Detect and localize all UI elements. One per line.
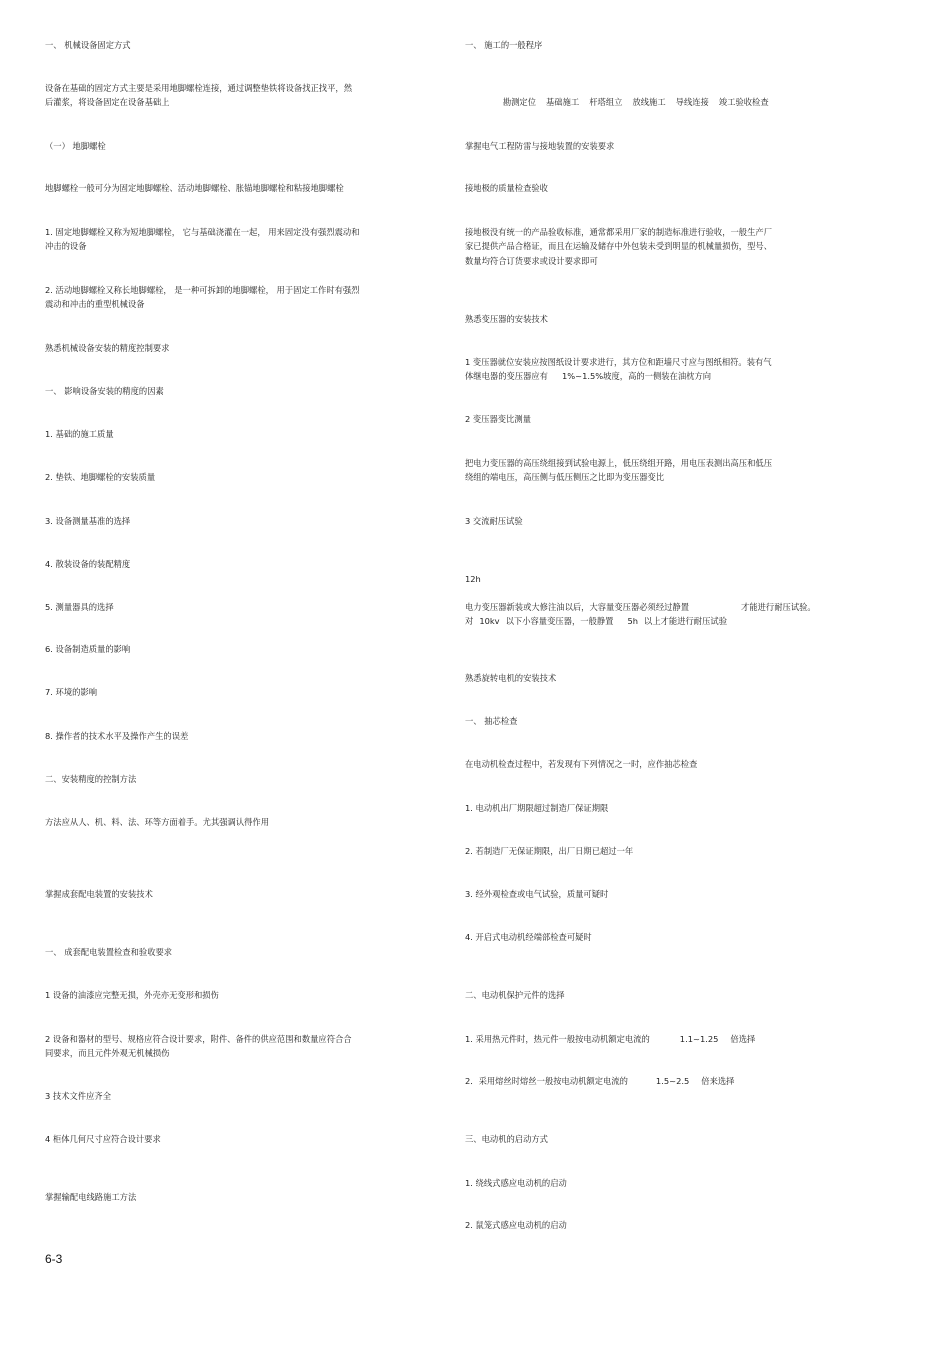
- list-item: 6. 设备制造质量的影响: [45, 644, 131, 654]
- list-item: 4 柜体几何尺寸应符合设计要求: [45, 1134, 161, 1144]
- paragraph-line: 冲击的设备: [45, 241, 87, 251]
- subsection-heading: 3 交流耐压试验: [465, 516, 523, 526]
- text-run: 体继电器的变压器应有: [465, 371, 548, 381]
- procedure-step: 放线施工: [632, 97, 666, 107]
- list-item: 4. 散装设备的装配精度: [45, 559, 131, 569]
- list-item: 1. 基础的施工质量: [45, 429, 114, 439]
- section-heading: 接地极的质量检查验收: [465, 183, 548, 193]
- paragraph-line: 数量均符合订货要求或设计要求即可: [465, 256, 598, 266]
- list-item: 7. 环境的影响: [45, 687, 98, 697]
- text-run: 10kv: [479, 616, 500, 626]
- list-item: 4. 开启式电动机经端部检查可疑时: [465, 932, 592, 942]
- section-heading: 一、 成套配电装置检查和验收要求: [45, 947, 173, 957]
- text-run: 1%~1.5%坡度，高的一侧装在油枕方向: [561, 371, 712, 381]
- list-item: 1. 绕线式感应电动机的启动: [465, 1178, 567, 1188]
- section-heading: 掌握成套配电装置的安装技术: [45, 889, 153, 899]
- list-item: 1 设备的油漆应完整无损，外壳亦无变形和损伤: [45, 990, 219, 1000]
- paragraph-line: 后灌浆，将设备固定在设备基础上: [45, 97, 170, 107]
- paragraph-line: 在电动机检查过程中，若发现有下列情况之一时，应作抽芯检查: [465, 759, 698, 769]
- list-item: [465, 1074, 734, 1088]
- list-item: 2. 若制造厂无保证期限，出厂日期已超过一年: [465, 846, 634, 856]
- text-run: 以上才能进行耐压试验: [644, 616, 727, 626]
- paragraph-line: 2. 活动地脚螺栓又称长地脚螺栓， 是一种可拆卸的地脚螺栓， 用于固定工作时有强烈: [45, 285, 360, 295]
- paragraph-line: 震动和冲击的重型机械设备: [45, 299, 145, 309]
- paragraph-line: [465, 614, 727, 628]
- section-heading: 掌握电气工程防雷与接地装置的安装要求: [465, 141, 615, 151]
- section-heading: 一、 机械设备固定方式: [45, 40, 131, 50]
- section-heading: 二、安装精度的控制方法: [45, 774, 137, 784]
- text-run: 2．采用熔丝时熔丝一般按电动机额定电流的: [465, 1076, 628, 1086]
- section-heading: 一、 施工的一般程序: [465, 40, 543, 50]
- list-item: 2. 垫铁、地脚螺栓的安装质量: [45, 472, 156, 482]
- list-item: 2. 鼠笼式感应电动机的启动: [465, 1220, 567, 1230]
- section-heading: 熟悉机械设备安装的精度控制要求: [45, 343, 170, 353]
- procedure-step: 基础施工: [546, 97, 580, 107]
- procedure-step: 勘测定位: [502, 97, 537, 107]
- section-heading: 三、电动机的启动方式: [465, 1134, 548, 1144]
- list-item: 5. 测量器具的选择: [45, 602, 114, 612]
- list-item: 8. 操作者的技术水平及操作产生的误差: [45, 731, 189, 741]
- procedure-step: 竣工验收检查: [718, 97, 769, 107]
- text-run: 才能进行耐压试验。: [741, 602, 816, 612]
- text-run: 1. 采用热元件时，热元件一般按电动机额定电流的: [465, 1034, 650, 1044]
- paragraph-line: 设备在基础的固定方式主要是采用地脚螺栓连接，通过调整垫铁将设备找正找平，然: [45, 83, 352, 93]
- text-run: 对: [465, 616, 474, 626]
- text-run: 以下小容量变压器，一般静置: [505, 616, 614, 626]
- paragraph-line: 家已提供产品合格证，而且在运输及储存中外包装未受到明显的机械量损伤，型号、: [465, 241, 772, 251]
- list-item: [465, 1032, 755, 1046]
- text-run: 5h: [627, 616, 639, 626]
- section-heading: 一、 抽芯检查: [465, 716, 518, 726]
- text-run: 倍选择: [730, 1034, 756, 1044]
- paragraph-line: 绕组的端电压，高压侧与低压侧压之比即为变压器变比: [465, 472, 665, 482]
- procedure-steps: [487, 81, 769, 123]
- paragraph-line: 1 变压器就位安装应按图纸设计要求进行，其方位和距墙尺寸应与图纸相符。装有气: [465, 357, 772, 367]
- list-item: 3. 经外观检查或电气试验，质量可疑时: [465, 889, 609, 899]
- section-heading: 二、电动机保护元件的选择: [465, 990, 565, 1000]
- list-item: 3. 设备测量基准的选择: [45, 516, 131, 526]
- paragraph-line: 把电力变压器的高压绕组接到试验电源上，低压绕组开路，用电压表测出高压和低压: [465, 458, 772, 468]
- paragraph-line: 1. 固定地脚螺栓又称为短地脚螺栓， 它与基础浇灌在一起， 用来固定没有强烈震动和: [45, 227, 360, 237]
- procedure-step: 杆塔组立: [589, 97, 623, 107]
- list-item: 3 技术文件应齐全: [45, 1091, 111, 1101]
- paragraph-line: [465, 600, 885, 614]
- page-number: 6-3: [45, 1252, 63, 1266]
- text-run: 倍来选择: [701, 1076, 735, 1086]
- paragraph-line: 地脚螺栓一般可分为固定地脚螺栓、活动地脚螺栓、胀锚地脚螺栓和粘接地脚螺栓: [45, 183, 344, 193]
- list-item: 1. 电动机出厂期限超过制造厂保证期限: [465, 803, 609, 813]
- paragraph-line: 方法应从人、机、料、法、环等方面着手。尤其强调认得作用: [45, 817, 270, 827]
- text-run: 1.5~2.5: [655, 1076, 690, 1086]
- paragraph-line: [465, 369, 711, 383]
- procedure-step: 导线连接: [675, 97, 709, 107]
- list-item: 2 设备和器材的型号、规格应符合设计要求，附件、备件的供应范围和数量应符合合: [45, 1034, 352, 1044]
- section-heading: 熟悉变压器的安装技术: [465, 314, 548, 324]
- section-heading: 熟悉旋转电机的安装技术: [465, 673, 557, 683]
- paragraph-line: 接地极没有统一的产品验收标准，通常都采用厂家的制造标准进行验收，一般生产厂: [465, 227, 772, 237]
- duration-note: 12h: [465, 574, 481, 584]
- paragraph-line: 同要求，而且元件外观无机械损伤: [45, 1048, 170, 1058]
- text-run: 电力变压器新装或大修注油以后，大容量变压器必须经过静置: [465, 602, 690, 612]
- subsection-heading: （一） 地脚螺栓: [45, 141, 106, 151]
- text-run: 1.1~1.25: [679, 1034, 719, 1044]
- section-heading: 掌握输配电线路施工方法: [45, 1192, 137, 1202]
- section-heading: 一、 影响设备安装的精度的因素: [45, 386, 164, 396]
- subsection-heading: 2 变压器变比测量: [465, 414, 531, 424]
